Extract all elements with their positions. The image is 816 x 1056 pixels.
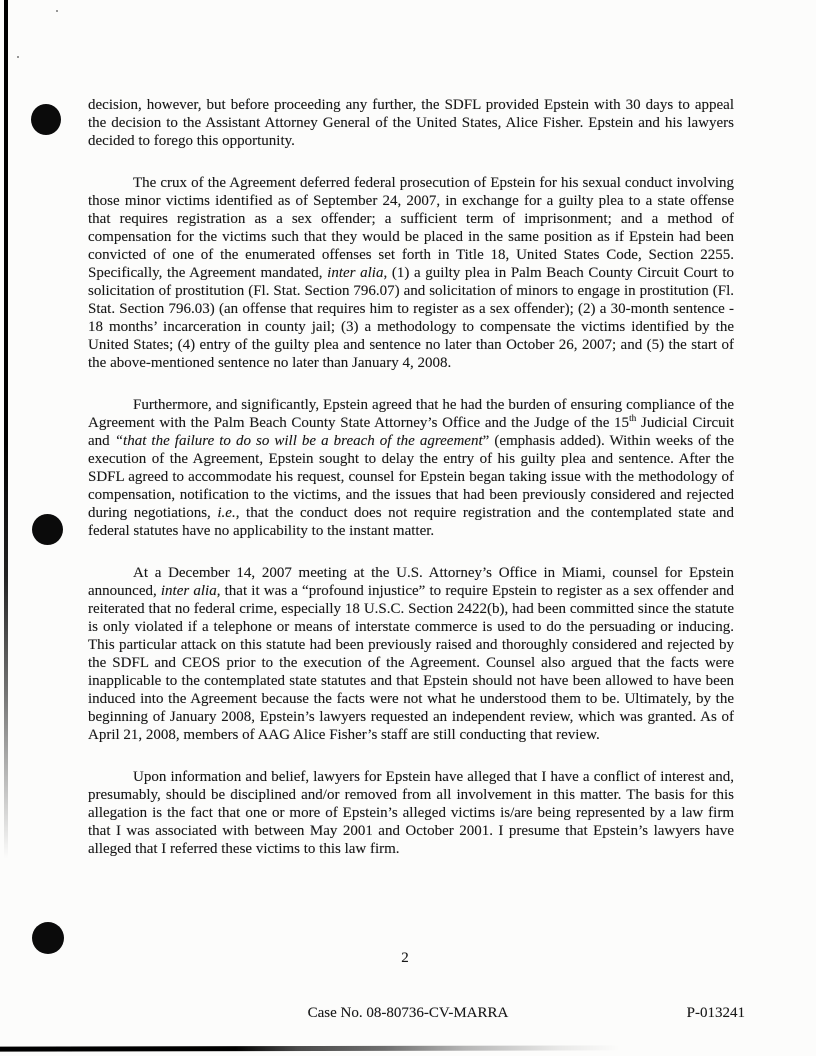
text-run-superscript: th — [629, 414, 637, 424]
text-run: ” (emphasis added). Within weeks of the execution of the Agreement, Epstein sought to delay the entry of his guilty plea and sentence. After the SDFL agreed to accommodate his request, counsel for Epstein began taking issue with the methodology of compensation, notification to the victims, and the issues that had been previously considered and rejected during negotiations, — [88, 433, 734, 521]
text-run: The crux of the Agreement deferred federal prosecution of Epstein for his sexual conduct involving those minor victims identified as of September 24, 2007, in exchange for a guilty plea to a state offense that requires registration as a sex offender; a sufficient term of imprisonment; and a method of compensation for the victims such that they would be placed in the same position as if Epstein had been convicted of one of the enumerated offenses set forth in Title 18, United States Code, Section 2255. Specifically, the Agreement mandated, — [88, 175, 734, 281]
text-run-italic: i.e. — [217, 505, 236, 521]
text-run: Upon information and belief, lawyers for Epstein have alleged that I have a conflict of interest and, presumably, should be disciplined and/or removed from all involvement in this matter. The basis for this allegation is the fact that one or more of Epstein’s alleged victims is/are being represented by a law firm that I was associated with between May 2001 and October 2001. I presume that Epstein’s lawyers have alleged that I referred these victims to this law firm. — [88, 769, 734, 857]
paragraph — [88, 396, 734, 540]
page-footer — [0, 1005, 816, 1023]
scan-speck — [56, 10, 58, 12]
text-run: Judicial Circuit and — [88, 415, 734, 449]
text-run-italic: inter alia — [160, 583, 217, 599]
case-number: Case No. 08-80736-CV-MARRA — [307, 1005, 509, 1021]
paragraph — [88, 174, 734, 372]
hole-punch-icon — [32, 514, 63, 545]
paragraph — [88, 768, 734, 858]
scan-edge-line — [4, 0, 8, 885]
paragraph — [88, 96, 734, 150]
bates-number: P-013241 — [686, 1005, 745, 1021]
page-number: 2 — [401, 950, 409, 966]
text-run: At a December 14, 2007 meeting at the U.S. Attorney’s Office in Miami, counsel for Epstein announced, — [88, 565, 734, 599]
text-run-italic: inter alia — [327, 265, 384, 281]
text-run: , that it was a “profound injustice” to require Epstein to register as a sex offender and reiterated that no federal crime, especially 18 U.S.C. Section 2422(b), had been committed since the statute is only violated if a telephone or means of interstate commerce is used to do the persuading or inducing. This particular attack on this statute had been previously raised and thoroughly considered and rejected by the SDFL and CEOS prior to the execution of the Agreement. Counsel also argued that the facts were inapplicable to the contemplated state statutes and that Epstein should not have been allowed to have been induced into the Agreement because the facts were not what he understood them to be. Ultimately, by the beginning of January 2008, Epstein’s lawyers requested an independent review, which was granted. As of April 21, 2008, members of AAG Alice Fisher’s staff are still conducting that review. — [88, 583, 734, 743]
scan-speck — [17, 56, 19, 58]
text-run-italic: “that the failure to do so will be a breach of the agreement — [114, 433, 483, 449]
text-run: decision, however, but before proceeding any further, the SDFL provided Epstein with 30 days to appeal the decision to the Assistant Attorney General of the United States, Alice Fisher. Epstein and his lawyers decided to forego this opportunity. — [88, 97, 734, 149]
text-run: , (1) a guilty plea in Palm Beach County Circuit Court to solicitation of prostitution (Fl. Stat. Section 796.07) and solicitation of minors to engage in prostitution (Fl. Stat. Section 796.03) (an offense that requires him to register as a sex offender); (2) a 30-month sentence - 18 months’ incarceration in county jail; (3) a methodology to compensate the victims identified by the United States; (4) entry of the guilty plea and sentence no later than October 26, 2007; and (5) the start of the above-mentioned sentence no later than January 4, 2008. — [88, 265, 735, 371]
text-run: , that the conduct does not require registration and the contemplated state and federal statutes have no applicability to the instant matter. — [88, 505, 734, 539]
text-run: Furthermore, and significantly, Epstein agreed that he had the burden of ensuring compliance of the Agreement with the Palm Beach County State Attorney’s Office and the Judge of the 15 — [88, 397, 734, 431]
hole-punch-icon — [31, 104, 61, 135]
scan-bottom-artifact — [0, 1045, 620, 1051]
document-body — [88, 96, 734, 882]
paragraph — [88, 564, 734, 744]
